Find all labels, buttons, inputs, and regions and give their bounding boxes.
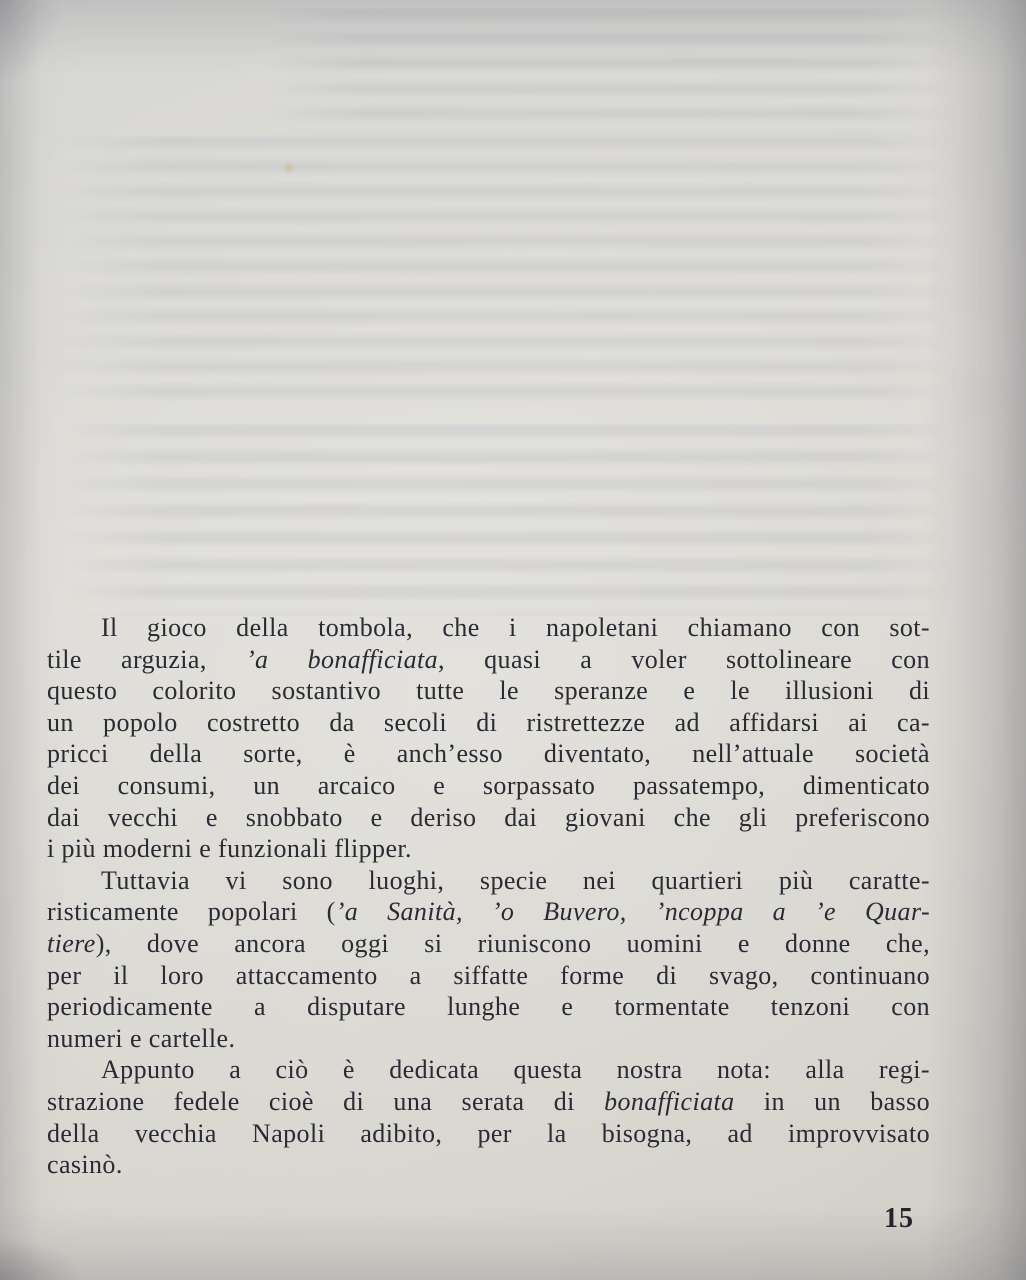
- text-segment: dei consumi, un arcaico e sorpassato passatempo, dimenticato: [47, 770, 930, 800]
- page-text: [47, 612, 930, 1181]
- text-segment: casinò.: [47, 1150, 123, 1180]
- text-line: [47, 612, 930, 644]
- text-segment: pricci della sorte, è anch’esso diventato, nell’attuale società: [47, 739, 930, 769]
- text-segment: risticamente popolari (: [47, 897, 336, 927]
- italic-text-segment: bonafficiata: [604, 1086, 735, 1116]
- show-through-text-lower: [58, 424, 953, 616]
- text-line: [47, 896, 930, 928]
- italic-text-segment: ’a bonafficiata: [245, 644, 439, 674]
- text-line: [47, 1149, 930, 1181]
- text-line: [47, 1086, 930, 1118]
- text-segment: periodicamente a disputare lunghe e tormentate tenzoni con: [47, 992, 930, 1022]
- show-through-text-middle: [58, 136, 953, 404]
- text-segment: per il loro attaccamento a siffatte forme di svago, continuano: [47, 960, 930, 990]
- text-segment: in un basso: [734, 1086, 930, 1116]
- page-corner-shadow-bottom-left: [0, 1220, 120, 1280]
- text-segment: Appunto a ciò è dedicata questa nostra nota: alla regi-: [101, 1055, 930, 1085]
- text-segment: strazione fedele cioè di una serata di: [47, 1086, 605, 1116]
- italic-text-segment: ’a Sanità, ’o Buvero, ’ncoppa a ’e Quar-: [335, 897, 930, 927]
- paragraph: [47, 1054, 930, 1180]
- text-line: [47, 960, 930, 992]
- text-segment: i più moderni e funzionali flipper.: [47, 834, 412, 864]
- text-line: [47, 865, 930, 897]
- text-line: [47, 833, 930, 865]
- text-segment: Il gioco della tombola, che i napoletani chiamano con sot-: [101, 613, 930, 642]
- page-number: 15: [884, 1203, 914, 1234]
- text-line: [47, 770, 930, 802]
- text-line: [47, 991, 930, 1023]
- text-segment: della vecchia Napoli adibito, per la bisogna, ad improvvisato: [47, 1118, 930, 1148]
- text-line: [47, 928, 930, 960]
- page-corner-shadow-top-left: [0, 0, 90, 120]
- text-line: [47, 802, 930, 834]
- text-segment: tile arguzia,: [47, 644, 246, 674]
- text-segment: ), dove ancora oggi si riuniscono uomini e donne che,: [95, 928, 930, 958]
- text-line: [47, 1118, 930, 1150]
- text-line: [47, 1054, 930, 1086]
- text-line: [47, 707, 930, 739]
- text-segment: , quasi a voler sottolineare con: [438, 644, 930, 674]
- text-segment: numeri e cartelle.: [47, 1023, 236, 1053]
- show-through-text-top: [265, 8, 955, 136]
- text-segment: questo colorito sostantivo tutte le speranze e le illusioni di: [47, 676, 930, 706]
- paragraph: [47, 865, 930, 1055]
- text-line: [47, 644, 930, 676]
- paper-stain: [280, 160, 298, 176]
- paragraph: [47, 612, 930, 865]
- text-segment: dai vecchi e snobbato e deriso dai giovani che gli preferiscono: [47, 802, 930, 832]
- text-segment: un popolo costretto da secoli di ristrettezze ad affidarsi ai ca-: [47, 707, 930, 737]
- text-segment: Tuttavia vi sono luoghi, specie nei quartieri più caratte-: [101, 865, 930, 895]
- text-line: [47, 738, 930, 770]
- text-line: [47, 1023, 930, 1055]
- italic-text-segment: tiere: [47, 928, 96, 958]
- text-line: [47, 675, 930, 707]
